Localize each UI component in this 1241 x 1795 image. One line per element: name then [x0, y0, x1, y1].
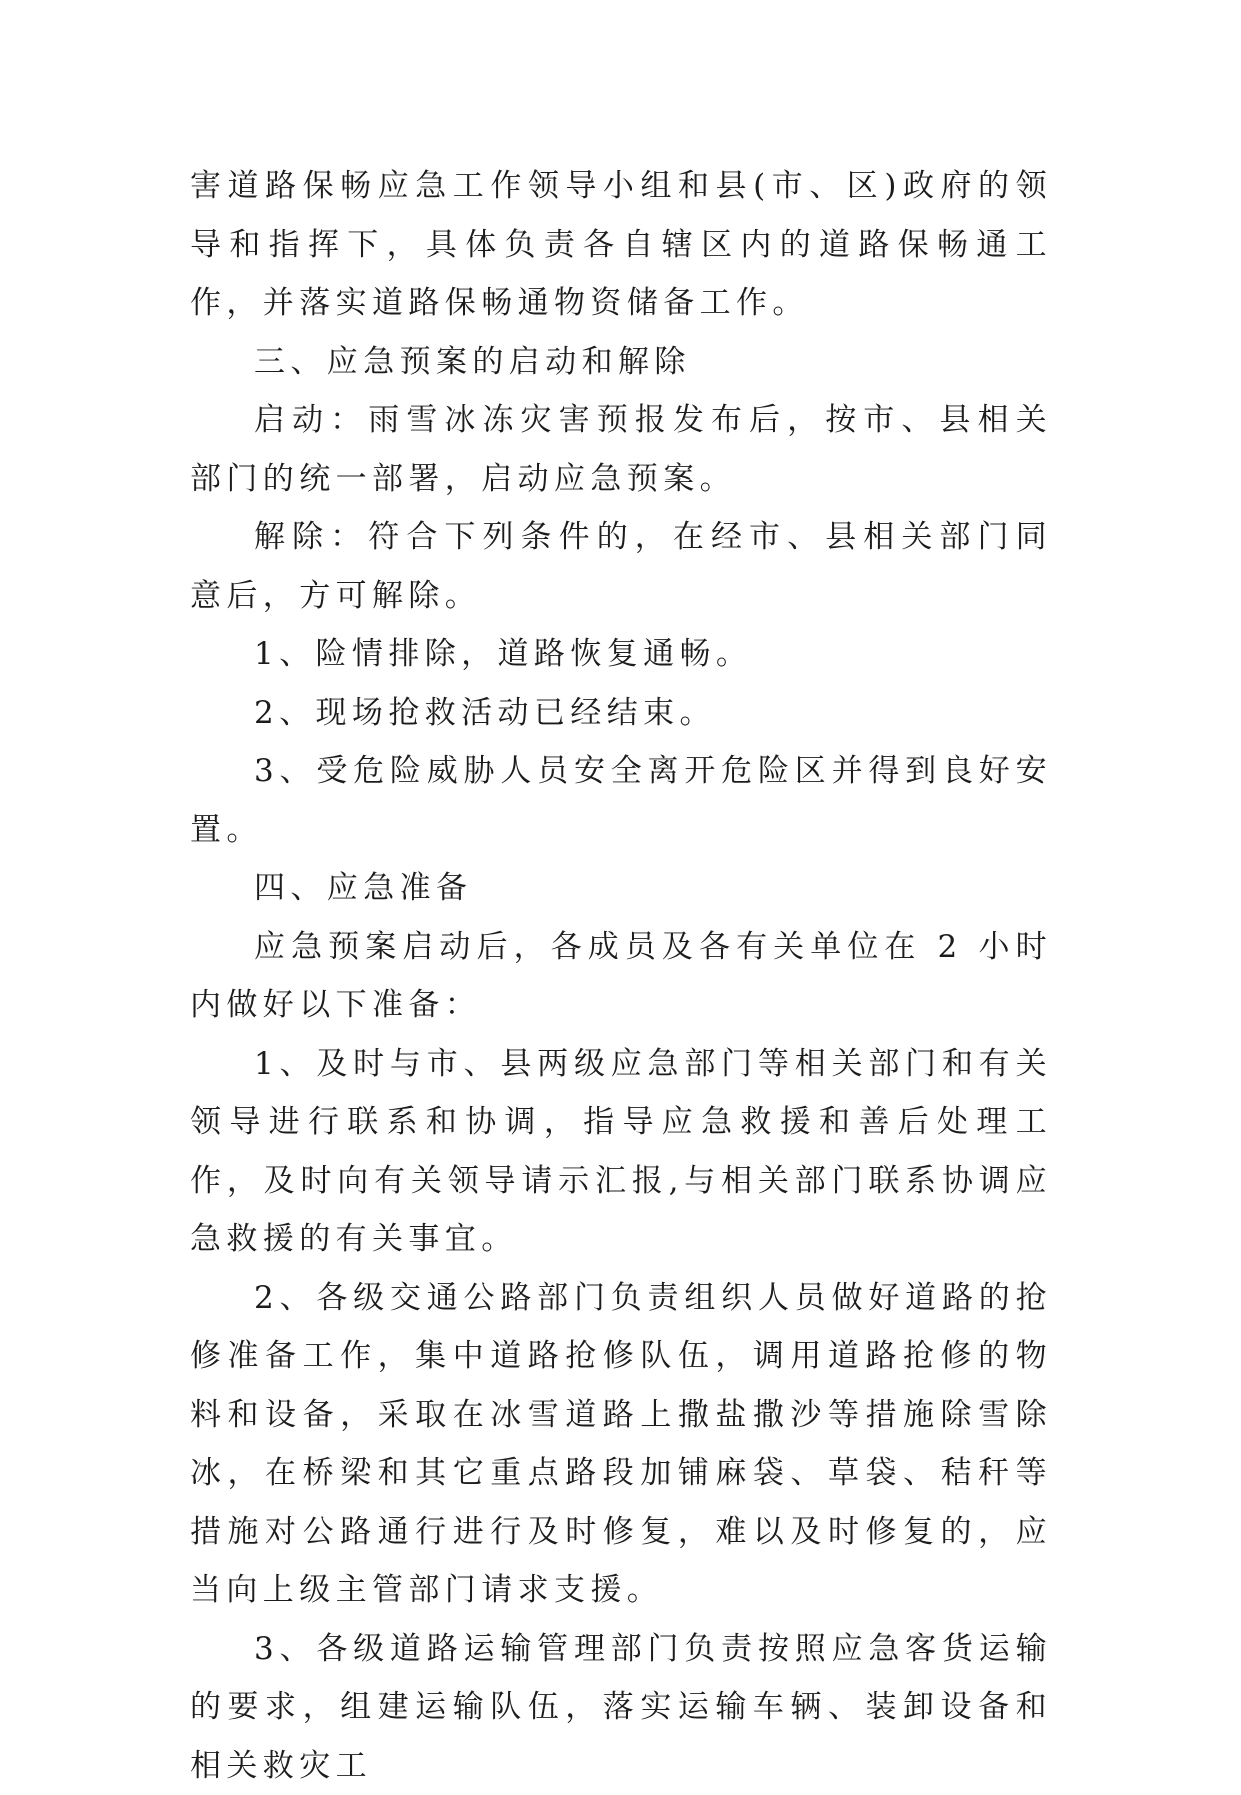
paragraph-activation: 启动：雨雪冰冻灾害预报发布后，按市、县相关部门的统一部署，启动应急预案。: [190, 391, 1052, 508]
list-item-preparation-3: 3、各级道路运输管理部门负责按照应急客货运输的要求，组建运输队伍，落实运输车辆、装卸设备和相关救灾工: [190, 1620, 1052, 1795]
list-item-preparation-2: 2、各级交通公路部门负责组织人员做好道路的抢修准备工作，集中道路抢修队伍，调用道路抢修的物料和设备，采取在冰雪道路上撒盐撒沙等措施除雪除冰，在桥梁和其它重点路段加铺麻袋、草袋、秸秆等措施对公路通行进行及时修复，难以及时修复的，应当向上级主管部门请求支援。: [190, 1269, 1052, 1620]
section-heading-3: 三、应急预案的启动和解除: [190, 333, 1052, 392]
list-item-preparation-1: 1、及时与市、县两级应急部门等相关部门和有关领导进行联系和协调，指导应急救援和善后处理工作，及时向有关领导请示汇报,与相关部门联系协调应急救援的有关事宜。: [190, 1035, 1052, 1269]
document-body: [190, 157, 1052, 1795]
section-heading-4: 四、应急准备: [190, 859, 1052, 918]
list-item-termination-2: 2、现场抢救活动已经结束。: [190, 684, 1052, 743]
paragraph-termination: 解除：符合下列条件的，在经市、县相关部门同意后，方可解除。: [190, 508, 1052, 625]
paragraph-continuation: 害道路保畅应急工作领导小组和县(市、区)政府的领导和指挥下，具体负责各自辖区内的道路保畅通工作，并落实道路保畅通物资储备工作。: [190, 157, 1052, 333]
paragraph-preparation-intro: 应急预案启动后，各成员及各有关单位在 2 小时内做好以下准备：: [190, 918, 1052, 1035]
list-item-termination-1: 1、险情排除，道路恢复通畅。: [190, 625, 1052, 684]
list-item-termination-3: 3、受危险威胁人员安全离开危险区并得到良好安置。: [190, 742, 1052, 859]
